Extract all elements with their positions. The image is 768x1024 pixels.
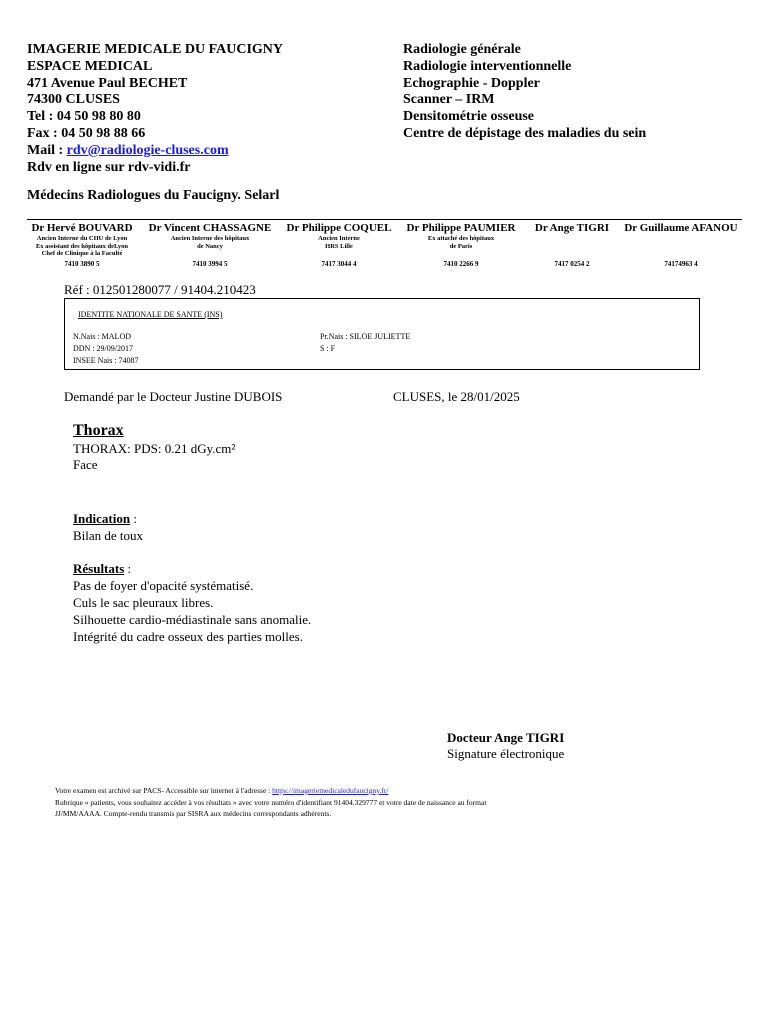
mail-label: Mail : xyxy=(27,142,67,158)
doctor-number: 7410 2266 9 xyxy=(443,259,479,268)
online-booking: Rdv en ligne sur rdv-vidi.fr xyxy=(27,159,191,175)
service-item: Echographie - Doppler xyxy=(403,75,540,91)
ins-birth-name: N.Nais : MALOD xyxy=(73,332,131,341)
doctor-title: de Nancy xyxy=(197,242,223,250)
doctor-title: de Paris xyxy=(449,242,473,250)
footer-line-1 xyxy=(55,785,389,796)
ins-ddn: DDN : 29/09/2017 xyxy=(73,344,133,353)
requesting-doctor: Demandé par le Docteur Justine DUBOIS xyxy=(64,389,283,404)
doctor-column xyxy=(27,222,137,268)
results-line: Silhouette cardio-médiastinale sans anomalie. xyxy=(73,612,312,627)
service-item: Centre de dépistage des maladies du sein xyxy=(403,125,647,141)
doctor-number: 7410 3994 5 xyxy=(192,259,228,268)
doctor-name: Dr Philippe COQUEL xyxy=(286,222,392,234)
service-item: Radiologie interventionnelle xyxy=(403,58,572,74)
practice-street: 471 Avenue Paul BECHET xyxy=(27,75,188,91)
doctor-number: 7417 3044 4 xyxy=(321,259,357,268)
footer-website-link[interactable]: https://imageriemedicaledufaucigny.fr/ xyxy=(272,786,389,795)
results-line: Pas de foyer d'opacité systématisé. xyxy=(73,578,254,593)
doctor-title: HRS Lille xyxy=(325,242,353,250)
header-divider xyxy=(27,219,742,220)
practice-building: ESPACE MEDICAL xyxy=(27,58,153,74)
doctor-name: Dr Vincent CHASSAGNE xyxy=(148,222,272,234)
results-heading-line xyxy=(73,561,131,577)
indication-text: Bilan de toux xyxy=(73,528,144,543)
doctor-name: Dr Hervé BOUVARD xyxy=(31,222,133,234)
doctor-number: 7417 0254 2 xyxy=(554,259,590,268)
ins-insee: INSEE Nais : 74087 xyxy=(73,356,139,365)
service-item: Scanner – IRM xyxy=(403,92,495,108)
indication-heading-line xyxy=(73,511,137,527)
exam-view: Face xyxy=(73,457,98,472)
selarl-title: Médecins Radiologues du Faucigny. Selarl xyxy=(27,188,280,203)
exam-dose: THORAX: PDS: 0.21 dGy.cm² xyxy=(73,441,236,456)
footer-pacs-text: Votre examen est archivé sur PACS- Accessible sur internet à l'adresse : xyxy=(55,786,273,795)
footer-line-2: Rubrique « patients, vous souhaitez accéder à vos résultats » avec votre numéro d'identifiant 91404.329777 et votre date de naissance au format xyxy=(55,798,487,807)
mail-link[interactable]: rdv@radiologie-cluses.com xyxy=(66,142,229,158)
doctor-name: Dr Guillaume AFANOU xyxy=(624,222,738,234)
practice-address-block xyxy=(27,42,283,176)
doctor-title: Chef de Clinique à la Faculté xyxy=(41,250,123,257)
doctor-column xyxy=(145,222,275,268)
results-colon: : xyxy=(124,561,132,576)
place-date: CLUSES, le 28/01/2025 xyxy=(393,389,520,404)
exam-title: Thorax xyxy=(73,422,124,439)
results-line: Culs le sac pleuraux libres. xyxy=(73,595,214,610)
practice-city: 74300 CLUSES xyxy=(27,92,120,108)
doctor-number: 74174963 4 xyxy=(664,259,698,268)
reference-number: Réf : 012501280077 / 91404.210423 xyxy=(64,282,256,297)
doctor-name: Dr Philippe PAUMIER xyxy=(406,222,516,234)
results-heading: Résultats xyxy=(73,561,125,576)
doctor-title: Ancien Interne du CHU de Lyon xyxy=(36,235,128,242)
practice-mail xyxy=(27,143,283,160)
doctor-number: 7410 3890 5 xyxy=(64,259,100,268)
doctor-title: Ex attaché des hôpitaux xyxy=(427,235,495,242)
ins-sex: S : F xyxy=(320,344,336,353)
doctor-title: Ancien Interne xyxy=(318,235,360,242)
signature-note: Signature électronique xyxy=(447,746,565,761)
signing-doctor: Docteur Ange TIGRI xyxy=(447,730,565,745)
practice-fax: Fax : 04 50 98 88 66 xyxy=(27,125,146,141)
results-line: Intégrité du cadre osseux des parties molles. xyxy=(73,629,303,644)
services-list xyxy=(403,42,646,143)
service-item: Radiologie générale xyxy=(403,42,521,57)
doctor-column xyxy=(619,222,743,268)
doctor-title: Ex assistant des hôpitaux deLyon xyxy=(35,242,129,250)
doctor-column xyxy=(530,222,614,268)
practice-name: IMAGERIE MEDICALE DU FAUCIGNY xyxy=(27,42,284,57)
doctor-title: Ancien Interne des hôpitaux xyxy=(170,235,250,242)
ins-birth-firstnames: Pr.Nais : SILOE JULIETTE xyxy=(320,332,411,341)
practice-phone: Tel : 04 50 98 80 80 xyxy=(27,109,141,125)
service-item: Densitométrie osseuse xyxy=(403,109,535,125)
doctor-column xyxy=(402,222,520,268)
ins-title: IDENTITE NATIONALE DE SANTE (INS) xyxy=(78,310,223,319)
footer-line-3: JJ/MM/AAAA. Compte-rendu transmis par SISRA aux médecins correspondants adhérents. xyxy=(55,809,332,818)
indication-colon: : xyxy=(130,511,137,526)
doctor-name: Dr Ange TIGRI xyxy=(534,222,610,234)
doctor-column xyxy=(283,222,395,268)
indication-heading: Indication xyxy=(73,511,131,526)
